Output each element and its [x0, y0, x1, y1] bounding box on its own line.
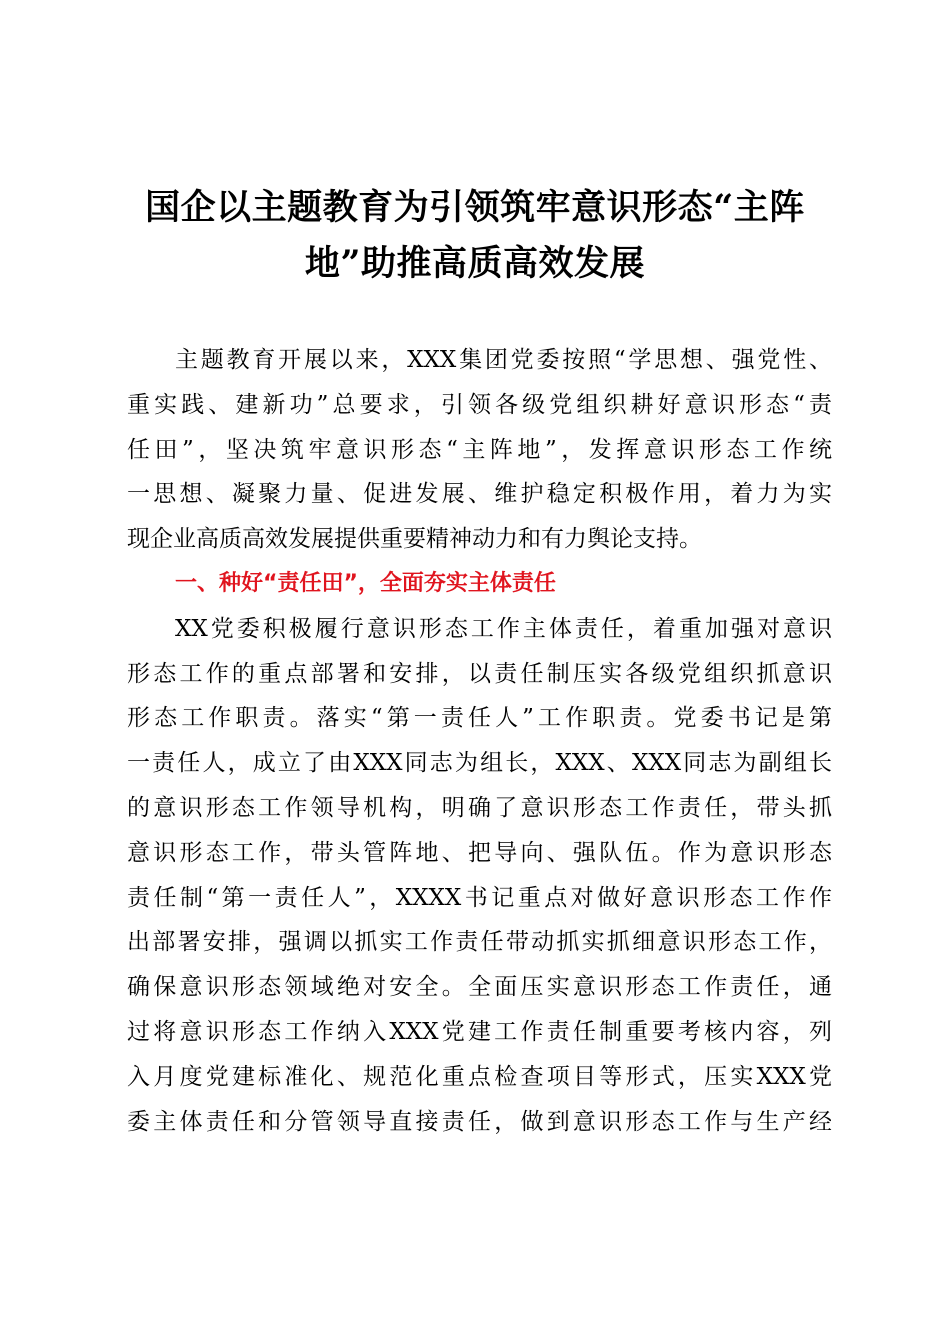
paragraph-line: 一思想、凝聚力量、促进发展、维护稳定积极作用，着力为实 [127, 481, 832, 508]
paragraph-line: 形态工作的重点部署和安排，以责任制压实各级党组织抓意识 [127, 660, 832, 687]
paragraph-line: 任田”，坚决筑牢意识形态“主阵地”，发挥意识形态工作统 [127, 436, 832, 463]
paragraph-section1 [127, 607, 832, 1145]
paragraph-line: 委主体责任和分管领导直接责任，做到意识形态工作与生产经 [127, 1108, 832, 1135]
paragraph-intro [127, 338, 832, 562]
title-line: 地”助推高质高效发展 [304, 243, 646, 284]
paragraph-line: 过将意识形态工作纳入XXX党建工作责任制重要考核内容，列 [127, 1018, 832, 1045]
paragraph-line: 确保意识形态领域绝对安全。全面压实意识形态工作责任，通 [127, 974, 832, 1001]
document-title [100, 180, 850, 292]
paragraph-line: 出部署安排，强调以抓实工作责任带动抓实抓细意识形态工作， [127, 929, 832, 956]
paragraph-line: 意识形态工作，带头管阵地、把导向、强队伍。作为意识形态 [127, 839, 832, 866]
section-heading: 一、种好“责任田”，全面夯实主体责任 [175, 570, 556, 596]
paragraph-line: 责任制“第一责任人”，XXXX书记重点对做好意识形态工作作 [127, 884, 832, 911]
paragraph-line: 的意识形态工作领导机构，明确了意识形态工作责任，带头抓 [127, 794, 832, 821]
paragraph-line: 一责任人，成立了由XXX同志为组长，XXX、XXX同志为副组长 [127, 750, 832, 777]
paragraph-line: 现企业高质高效发展提供重要精神动力和有力舆论支持。 [127, 526, 702, 553]
paragraph-line: 主题教育开展以来，XXX集团党委按照“学思想、强党性、 [175, 347, 832, 373]
paragraph-line: 重实践、建新功”总要求，引领各级党组织耕好意识形态“责 [127, 391, 832, 418]
paragraph-line: XX党委积极履行意识形态工作主体责任，着重加强对意识 [175, 615, 832, 642]
paragraph-line: 形态工作职责。落实“第一责任人”工作职责。党委书记是第 [127, 705, 832, 732]
paragraph-line: 入月度党建标准化、规范化重点检查项目等形式，压实XXX党 [127, 1063, 832, 1090]
title-line: 国企以主题教育为引领筑牢意识形态“主阵 [145, 187, 805, 228]
document-body [127, 338, 832, 1144]
